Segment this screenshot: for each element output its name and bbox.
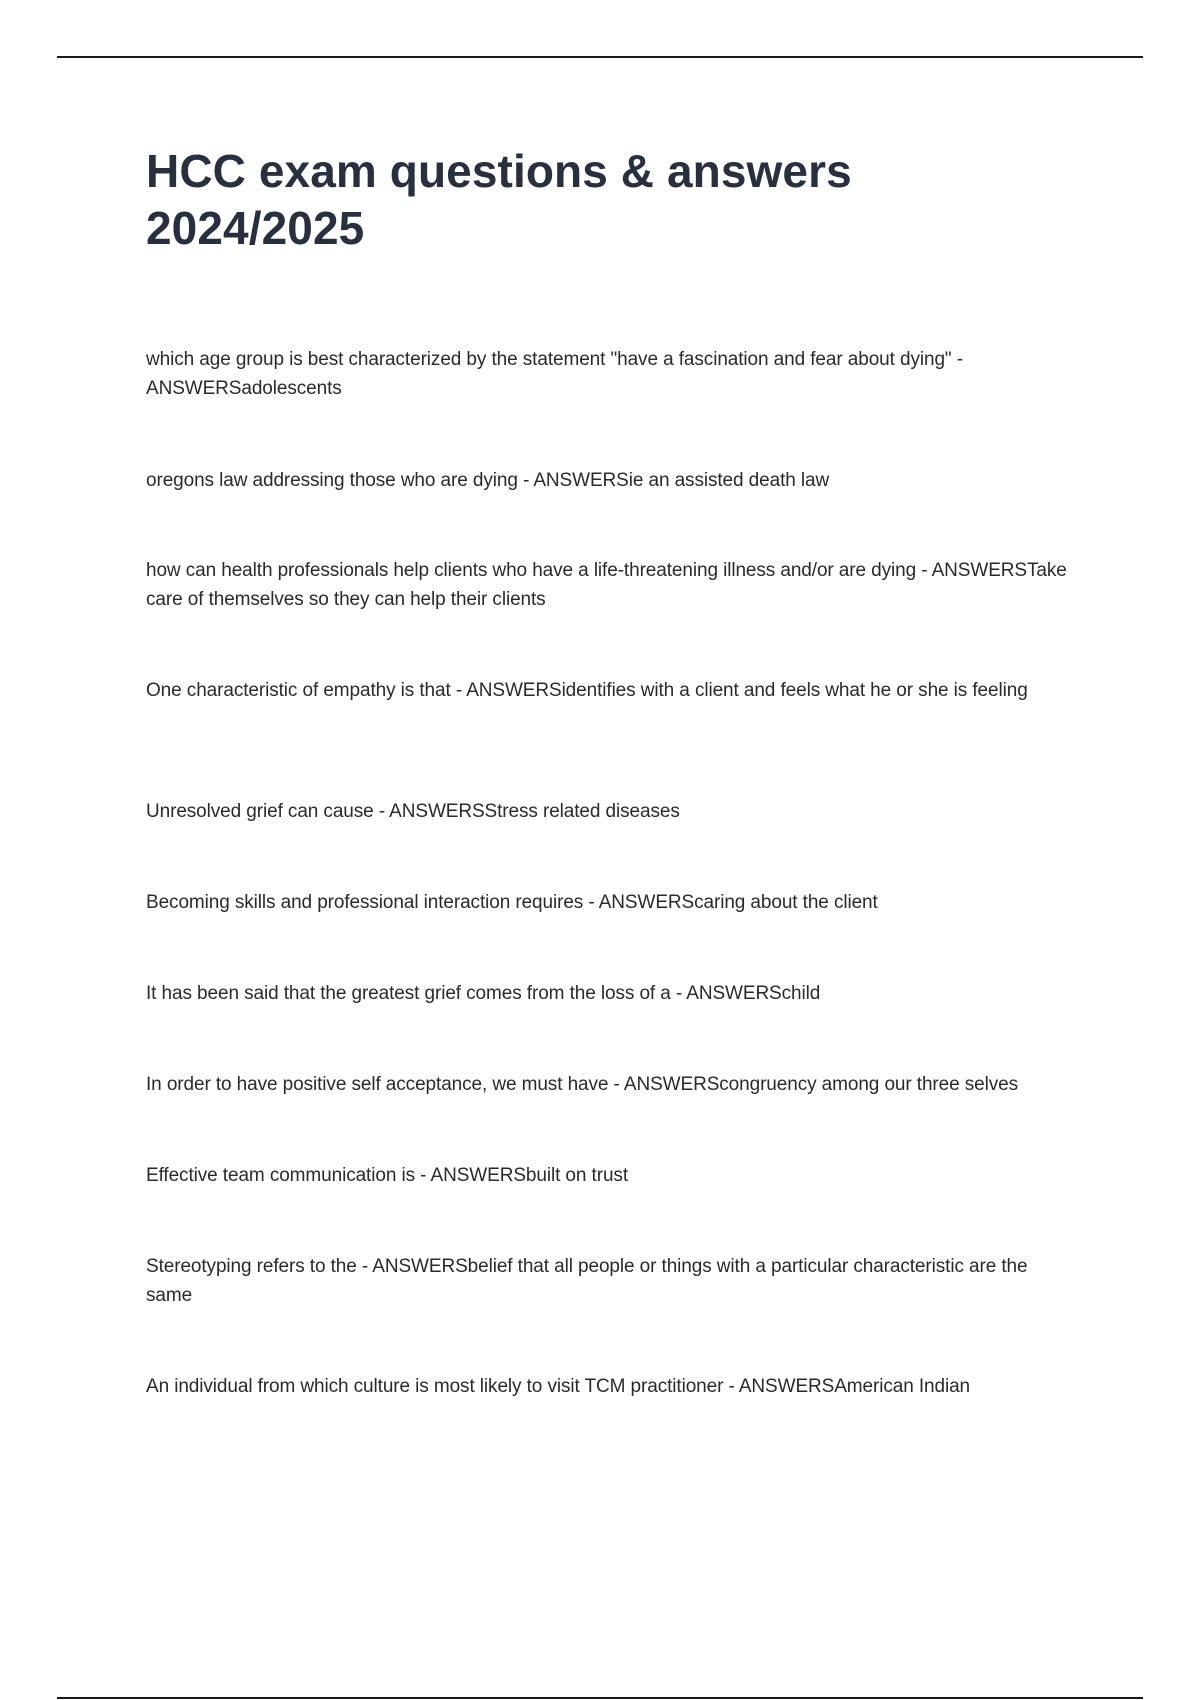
qa-item: how can health professionals help clients who have a life-threatening illness and/or are dying - ANSWERSTake care of themselves so they can help their clients xyxy=(146,560,1067,610)
qa-item: In order to have positive self acceptance, we must have - ANSWERScongruency among our three selves xyxy=(146,1074,1019,1095)
qa-item: Unresolved grief can cause - ANSWERSStress related diseases xyxy=(146,801,680,822)
document-title: HCC exam questions & answers 2024/2025 xyxy=(146,145,852,254)
qa-item: Effective team communication is - ANSWERSbuilt on trust xyxy=(146,1165,628,1186)
bottom-divider xyxy=(57,1697,1143,1699)
qa-item: which age group is best characterized by the statement "have a fascination and fear about dying" - ANSWERSadolescents xyxy=(146,349,963,399)
qa-item: One characteristic of empathy is that - ANSWERSidentifies with a client and feels what he or she is feeling xyxy=(146,680,1028,701)
qa-item: It has been said that the greatest grief comes from the loss of a - ANSWERSchild xyxy=(146,983,821,1004)
qa-item: Becoming skills and professional interaction requires - ANSWERScaring about the client xyxy=(146,892,878,913)
top-divider xyxy=(57,56,1143,58)
qa-item: oregons law addressing those who are dying - ANSWERSie an assisted death law xyxy=(146,470,830,491)
qa-item: Stereotyping refers to the - ANSWERSbelief that all people or things with a particular characteristic are the same xyxy=(146,1256,1028,1306)
qa-item: An individual from which culture is most likely to visit TCM practitioner - ANSWERSAmerican Indian xyxy=(146,1376,971,1397)
